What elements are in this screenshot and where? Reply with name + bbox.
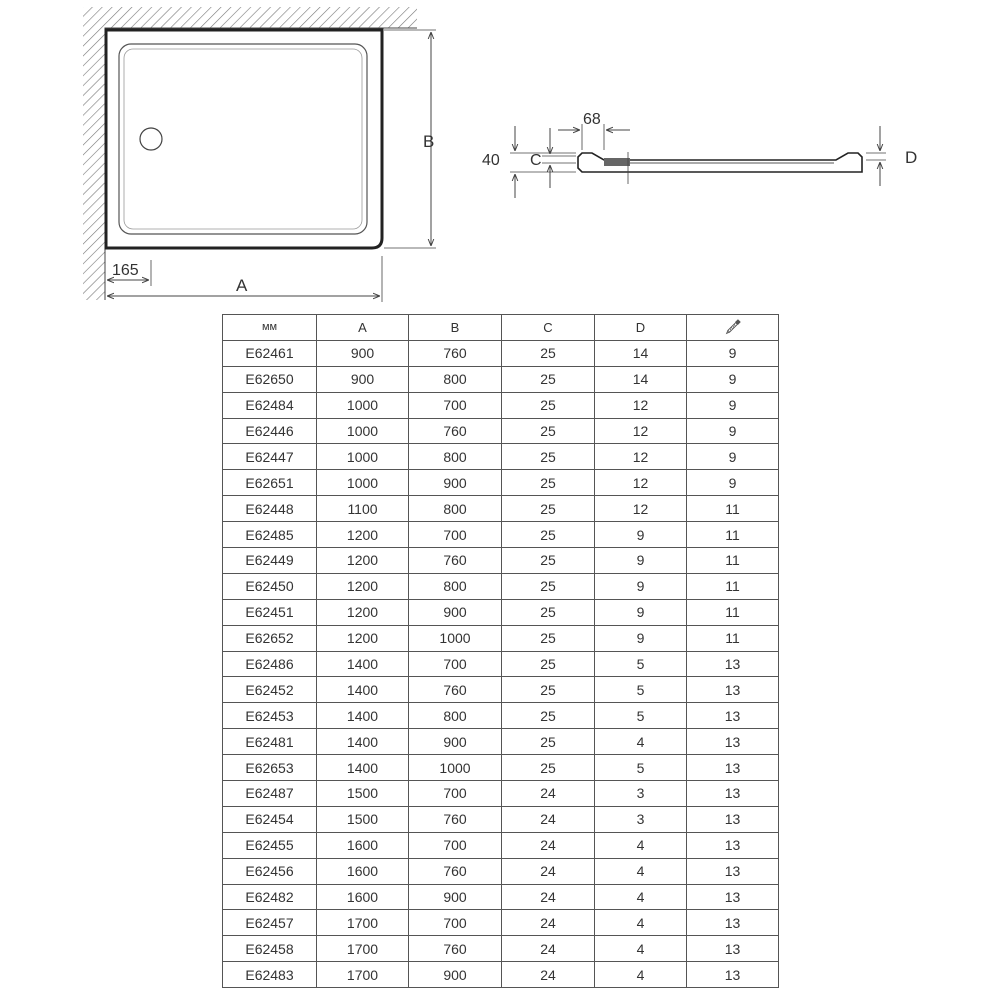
table-row — [223, 703, 779, 729]
cell-screws: 9 — [687, 418, 779, 444]
cell-model: E62446 — [223, 418, 317, 444]
cell-c: 25 — [502, 496, 595, 522]
cell-screws: 9 — [687, 340, 779, 366]
cell-screws: 13 — [687, 806, 779, 832]
table-row — [223, 573, 779, 599]
cell-b: 900 — [409, 884, 502, 910]
cell-d: 9 — [595, 522, 687, 548]
cell-c: 24 — [502, 858, 595, 884]
cell-model: E62487 — [223, 781, 317, 807]
cell-d: 3 — [595, 806, 687, 832]
cell-d: 14 — [595, 366, 687, 392]
cell-model: E62486 — [223, 651, 317, 677]
cell-b: 700 — [409, 910, 502, 936]
cell-c: 24 — [502, 806, 595, 832]
cell-d: 12 — [595, 496, 687, 522]
cell-screws: 9 — [687, 366, 779, 392]
cell-a: 1200 — [317, 548, 409, 574]
cell-c: 25 — [502, 729, 595, 755]
cell-d: 9 — [595, 548, 687, 574]
cell-d: 5 — [595, 651, 687, 677]
cell-b: 760 — [409, 548, 502, 574]
cell-screws: 11 — [687, 496, 779, 522]
table-row — [223, 781, 779, 807]
cell-d: 4 — [595, 910, 687, 936]
cell-screws: 13 — [687, 755, 779, 781]
cell-d: 14 — [595, 340, 687, 366]
cell-a: 1000 — [317, 392, 409, 418]
cell-b: 800 — [409, 496, 502, 522]
cell-c: 25 — [502, 755, 595, 781]
cell-b: 700 — [409, 832, 502, 858]
table-row — [223, 832, 779, 858]
header-screw — [687, 315, 779, 341]
cell-model: E62653 — [223, 755, 317, 781]
drain-section — [604, 158, 630, 166]
header-a: A — [317, 315, 409, 341]
cell-screws: 13 — [687, 962, 779, 988]
cell-a: 1700 — [317, 910, 409, 936]
cell-model: E62650 — [223, 366, 317, 392]
cell-a: 1100 — [317, 496, 409, 522]
header-b: B — [409, 315, 502, 341]
cell-a: 900 — [317, 340, 409, 366]
cell-screws: 9 — [687, 444, 779, 470]
cell-c: 24 — [502, 936, 595, 962]
dimension-c-label: C — [530, 152, 542, 169]
cell-d: 4 — [595, 729, 687, 755]
table-row — [223, 366, 779, 392]
table-row — [223, 599, 779, 625]
cell-a: 1700 — [317, 936, 409, 962]
cell-c: 24 — [502, 832, 595, 858]
table-row — [223, 677, 779, 703]
cell-a: 1200 — [317, 573, 409, 599]
side-view — [482, 111, 917, 198]
table-row — [223, 470, 779, 496]
cell-a: 1600 — [317, 858, 409, 884]
technical-drawing — [0, 0, 1000, 310]
table-row — [223, 340, 779, 366]
cell-screws: 13 — [687, 858, 779, 884]
cell-a: 1000 — [317, 444, 409, 470]
cell-b: 800 — [409, 573, 502, 599]
table-row — [223, 858, 779, 884]
screw-icon — [723, 317, 743, 337]
cell-model: E62483 — [223, 962, 317, 988]
dimension-b-label: B — [423, 132, 435, 151]
cell-model: E62461 — [223, 340, 317, 366]
cell-screws: 11 — [687, 522, 779, 548]
cell-screws: 13 — [687, 703, 779, 729]
cell-model: E62449 — [223, 548, 317, 574]
cell-a: 1700 — [317, 962, 409, 988]
cell-b: 900 — [409, 599, 502, 625]
header-d: D — [595, 315, 687, 341]
cell-a: 1200 — [317, 599, 409, 625]
cell-screws: 9 — [687, 392, 779, 418]
cell-screws: 13 — [687, 832, 779, 858]
table-row — [223, 884, 779, 910]
cell-c: 25 — [502, 548, 595, 574]
cell-d: 12 — [595, 418, 687, 444]
cell-c: 25 — [502, 340, 595, 366]
cell-screws: 13 — [687, 651, 779, 677]
table-row — [223, 522, 779, 548]
cell-a: 1600 — [317, 884, 409, 910]
cell-d: 3 — [595, 781, 687, 807]
cell-b: 760 — [409, 936, 502, 962]
cell-a: 1400 — [317, 677, 409, 703]
cell-a: 1400 — [317, 729, 409, 755]
cell-model: E62447 — [223, 444, 317, 470]
cell-d: 4 — [595, 858, 687, 884]
table-row — [223, 936, 779, 962]
cell-c: 25 — [502, 677, 595, 703]
cell-screws: 11 — [687, 625, 779, 651]
cell-model: E62485 — [223, 522, 317, 548]
header-units: мм — [223, 315, 317, 341]
cell-d: 9 — [595, 599, 687, 625]
cell-model: E62455 — [223, 832, 317, 858]
cell-c: 25 — [502, 418, 595, 444]
cell-b: 760 — [409, 340, 502, 366]
cell-b: 700 — [409, 392, 502, 418]
dimension-d-label: D — [905, 148, 918, 167]
cell-b: 760 — [409, 806, 502, 832]
cell-model: E62452 — [223, 677, 317, 703]
cell-d: 9 — [595, 573, 687, 599]
cell-b: 900 — [409, 729, 502, 755]
cell-screws: 13 — [687, 884, 779, 910]
cell-c: 25 — [502, 444, 595, 470]
cell-d: 4 — [595, 832, 687, 858]
cell-b: 800 — [409, 366, 502, 392]
cell-c: 25 — [502, 599, 595, 625]
dimensions-table — [222, 314, 779, 988]
cell-b: 760 — [409, 858, 502, 884]
cell-screws: 13 — [687, 936, 779, 962]
cell-model: E62450 — [223, 573, 317, 599]
cell-b: 760 — [409, 418, 502, 444]
cell-b: 900 — [409, 962, 502, 988]
table-row — [223, 418, 779, 444]
cell-c: 25 — [502, 366, 595, 392]
cell-model: E62457 — [223, 910, 317, 936]
cell-b: 800 — [409, 444, 502, 470]
cell-a: 1500 — [317, 781, 409, 807]
table-row — [223, 806, 779, 832]
cell-a: 1400 — [317, 755, 409, 781]
cell-c: 24 — [502, 884, 595, 910]
cell-b: 700 — [409, 781, 502, 807]
cell-c: 25 — [502, 703, 595, 729]
cell-a: 1000 — [317, 418, 409, 444]
cell-screws: 13 — [687, 677, 779, 703]
cell-d: 5 — [595, 677, 687, 703]
cell-screws: 9 — [687, 470, 779, 496]
dimension-68-label: 68 — [583, 111, 601, 128]
cell-b: 700 — [409, 522, 502, 548]
cell-model: E62454 — [223, 806, 317, 832]
cell-d: 12 — [595, 470, 687, 496]
cell-model: E62458 — [223, 936, 317, 962]
cell-c: 24 — [502, 910, 595, 936]
cell-a: 1600 — [317, 832, 409, 858]
dimension-40-label: 40 — [482, 152, 500, 169]
drain-hole — [140, 128, 162, 150]
cell-c: 25 — [502, 470, 595, 496]
cell-screws: 11 — [687, 573, 779, 599]
top-view — [83, 7, 436, 302]
cell-a: 900 — [317, 366, 409, 392]
table-row — [223, 962, 779, 988]
cell-screws: 13 — [687, 729, 779, 755]
cell-model: E62481 — [223, 729, 317, 755]
cell-b: 1000 — [409, 755, 502, 781]
cell-a: 1500 — [317, 806, 409, 832]
table-row — [223, 625, 779, 651]
cell-d: 12 — [595, 392, 687, 418]
cell-b: 800 — [409, 703, 502, 729]
cell-b: 760 — [409, 677, 502, 703]
cell-model: E62652 — [223, 625, 317, 651]
cell-b: 700 — [409, 651, 502, 677]
cell-model: E62453 — [223, 703, 317, 729]
cell-c: 25 — [502, 651, 595, 677]
cell-b: 1000 — [409, 625, 502, 651]
cell-c: 25 — [502, 522, 595, 548]
table-row — [223, 496, 779, 522]
cell-screws: 13 — [687, 781, 779, 807]
table-row — [223, 444, 779, 470]
cell-screws: 11 — [687, 548, 779, 574]
header-c: C — [502, 315, 595, 341]
cell-screws: 13 — [687, 910, 779, 936]
cell-b: 900 — [409, 470, 502, 496]
table-row — [223, 548, 779, 574]
cell-d: 5 — [595, 703, 687, 729]
cell-d: 4 — [595, 936, 687, 962]
cell-c: 25 — [502, 573, 595, 599]
cell-a: 1400 — [317, 651, 409, 677]
cell-a: 1400 — [317, 703, 409, 729]
cell-c: 24 — [502, 781, 595, 807]
cell-d: 12 — [595, 444, 687, 470]
cell-model: E62451 — [223, 599, 317, 625]
cell-d: 4 — [595, 962, 687, 988]
cell-model: E62651 — [223, 470, 317, 496]
dimension-165-label: 165 — [112, 262, 139, 279]
table-row — [223, 651, 779, 677]
cell-screws: 11 — [687, 599, 779, 625]
cell-d: 5 — [595, 755, 687, 781]
table-row — [223, 910, 779, 936]
cell-c: 25 — [502, 625, 595, 651]
dimension-a-label: A — [236, 276, 248, 295]
cell-a: 1000 — [317, 470, 409, 496]
table-row — [223, 392, 779, 418]
table-row — [223, 729, 779, 755]
cell-d: 9 — [595, 625, 687, 651]
cell-c: 25 — [502, 392, 595, 418]
cell-a: 1200 — [317, 522, 409, 548]
table-row — [223, 755, 779, 781]
cell-model: E62456 — [223, 858, 317, 884]
cell-model: E62484 — [223, 392, 317, 418]
cell-c: 24 — [502, 962, 595, 988]
cell-a: 1200 — [317, 625, 409, 651]
cell-model: E62482 — [223, 884, 317, 910]
cell-d: 4 — [595, 884, 687, 910]
cell-model: E62448 — [223, 496, 317, 522]
table-header-row — [223, 315, 779, 341]
